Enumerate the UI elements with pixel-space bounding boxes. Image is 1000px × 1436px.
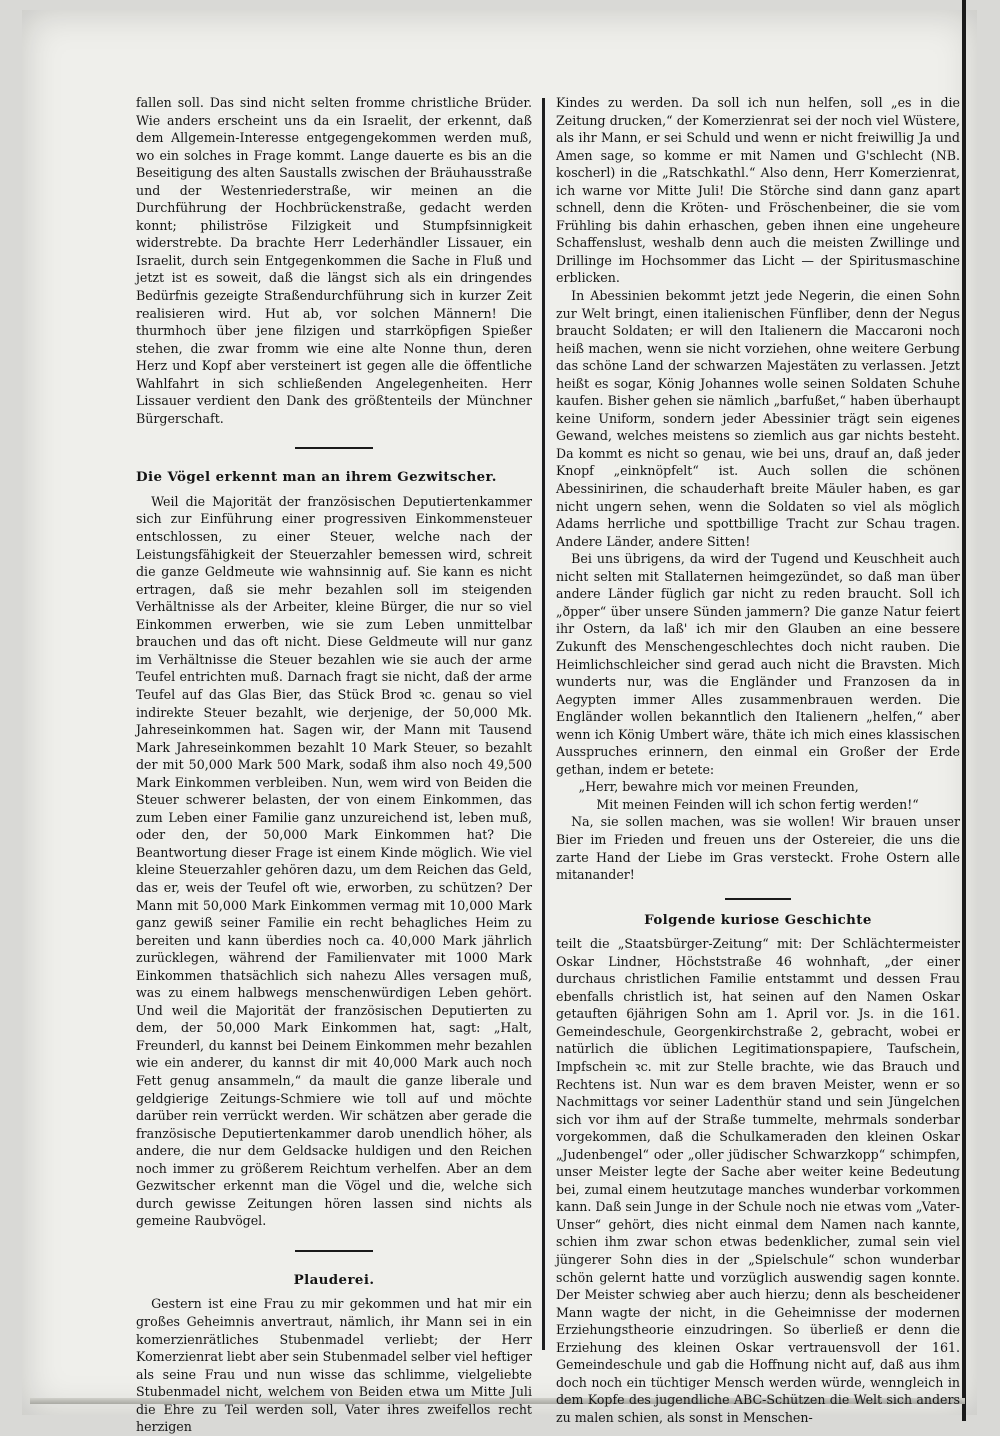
article-plauderei-heading: Plauderei.	[293, 1271, 375, 1288]
article-geschichte-text: teilt die „Staatsbürger-Zeitung“ mit: Der Schlächtermeister Oskar Lindner, Höchststraße 46 wohnhaft, „der einer durchaus christlichen Familie entstammt und dessen Frau ebenfalls christlich ist, hat seinen auf den Namen Oskar getauften 6jährigen Sohn am 1. April vor. Js. in die 161. Gemeindeschule, Georgenkirchstraße 2, gebracht, wobei er natürlich die üblichen Legitimationspapiere, Taufschein, Impfschein ꝛc. mit zur Stelle brachte, wie das Brauch und Rechtens ist. Nun war es dem braven Meister, wenn er so Nachmittags vor seiner Ladenthür stand und sein Jüngelchen sich vor ihm auf der Straße tummelte, mehrmals sonderbar vorgekommen, daß die Schulkameraden den kleinen Oskar „Judenbengel“ oder „oller jüdischer Schwarzkopp“ schimpfen, unser Meister legte der Sache aber weiter keine Bedeutung bei, zumal einem heutzutage manches wunderbar vorkommen kann. Daß sein Junge in der Schule noch nie etwas vom „Vater-Unser“ gehört, dies nicht einmal dem Namen nach kannte, schien ihm zwar schon etwas bedenklicher, zumal sein viel jüngerer Sohn dies in der „Spielschule“ schon wunderbar schön gelernt hatte und vorzüglich auswendig sagen konnte. Der Meister schwieg aber auch hierzu; denn als bescheidener Mann wagte der nicht, in die Geheimnisse der modernen Erziehungstheorie einzudringen. So überließ er denn die Erziehung des kleinen Oskar vertrauensvoll der 161. Gemeindeschule und gab die Hoffnung nicht auf, daß aus ihm doch noch ein tüchtiger Mensch werden würde, wenngleich in dem Kopfe des jugendliche ABC-Schützen die Welt sich anders zu malen schien, als sonst in Menschen-	[556, 936, 960, 1425]
page-edge-shadow	[962, 0, 966, 1421]
section-divider	[725, 898, 791, 900]
plauderei-continued-text: Kindes zu werden. Da soll ich nun helfen, soll „es in die Zeitung drucken,“ der Komerzienrat sei der noch viel Wüstere, als ihr Mann, er sei Schuld und wenn er nicht freiwillig Ja und Amen sage, so komme er mit Namen und G'schlecht (NB. koscherl) in die „Ratschkathl.“ Also denn, Herr Komerzienrat, ich warne vor Mitte Juli! Die Störche sind dann ganz apart schnell, denn die Kröten- und Fröschenbeiner, die sie vom Frühling bis dahin erhaschen, geben ihnen eine ungeheure Schaffenslust, weshalb denn auch die meisten Zwillinge und Drillinge im Hochsommer das Licht — der Spiritusmaschine erblicken.	[556, 95, 960, 286]
right-column	[556, 94, 960, 1426]
article-lissauer-text: fallen soll. Das sind nicht selten fromme christliche Brüder. Wie anders erscheint uns da ein Israelit, der erkennt, daß dem Allgemein-Interesse entgegengekommen werden muß, wo ein solches in Frage kommt. Lange dauerte es bis an die Beseitigung des alten Saustalls zwischen der Bräuhausstraße und der Westenriederstraße, wir meinen an die Durchführung der Hochbrückenstraße, gedacht werden konnt; philiströse Filzigkeit und Stumpfsinnigkeit widerstrebte. Da brachte Herr Lederhändler Lissauer, ein Israelit, durch sein Entgegenkommen die Sache in Fluß und jetzt ist es soweit, daß die längst sich als ein dringendes Bedürfnis gezeigte Straßendurchführung sich in kurzer Zeit realisieren wird. Hut ab, vor solchen Männern! Die thurmhoch über jene filzigen und starrköpfigen Spießer stehen, die zwar fromm wie eine alte Nonne thun, deren Herz und Kopf aber versteinert ist gegen alle die öffentliche Wahlfahrt in sich schließenden Angelegenheiten. Herr Lissauer verdient den Dank des größtenteils der Münchner Bürgerschaft.	[136, 95, 532, 426]
section-divider	[295, 1250, 373, 1252]
column-rule	[542, 98, 545, 1350]
plauderei-ostern-text: Bei uns übrigens, da wird der Tugend und Keuschheit auch nicht selten mit Stallaternen heimgezündet, so daß man über andere Länder füglich gar nicht zu reden braucht. Soll ich „ðpper“ über unsere Sünden jammern? Die ganze Natur feiert ihr Ostern, da laß' ich mir den Glauben an eine bessere Zukunft des Menschengeschlechtes doch nicht rauben. Die Heimlichschleicher sind gerad auch nicht die Bravsten. Mich wunderts nur, was die Engländer und Franzosen da in Aegypten immer Alles zusammenbrauen werden. Die Engländer wollen bekanntlich den Italienern „helfen,“ aber wenn ich König Umbert wäre, thäte ich mich eines klassischen Ausspruches erinnern, den einmal ein Großer der Erde gethan, indem er betete:	[556, 551, 960, 777]
plauderei-closing-text: Na, sie sollen machen, was sie wollen! Wir brauen unser Bier im Frieden und freuen uns der Ostereier, die uns die zarte Hand der Liebe im Gras versteckt. Frohe Ostern alle mitanander!	[556, 814, 960, 883]
plauderei-abessinien-text: In Abessinien bekommt jetzt jede Negerin, die einen Sohn zur Welt bringt, einen italienischen Fünfliber, denn der Negus braucht Soldaten; er will den Italienern die Maccaroni noch heiß machen, wenn sie nicht vorziehen, ohne weitere Gerbung das schöne Land der schwarzen Majestäten zu verlassen. Jetzt heißt es sogar, König Johannes wolle seinen Soldaten Schuhe kaufen. Bisher gehen sie nämlich „barfußet,“ haben überhaupt keine Uniform, sondern jeder Abessinier trägt sein eigenes Gewand, welches meistens so ziemlich aus gar nichts besteht. Da kommt es nicht so genau, wie bei uns, drauf an, daß jeder Knopf „einknöpfelt“ ist. Auch sollen die schönen Abessinirinen, die schauderhaft breite Mäuler haben, es gar nicht ungern sehen, wenn die Soldaten so viel als möglich Adams herrliche und spottbillige Tracht zur Schau tragen. Andere Länder, andere Sitten!	[556, 288, 960, 549]
article-geschichte-heading: Folgende kuriose Geschichte	[644, 911, 872, 928]
left-column	[136, 94, 532, 1436]
article-plauderei-text: Gestern ist eine Frau zu mir gekommen und hat mir ein großes Geheimnis anvertraut, nämlich, ihr Mann sei in ein komerzienrätliches Stubenmadel verliebt; der Herr Komerzienrat liebt aber sein Stubenmadel selber viel heftiger als seine Frau und nun wisse das schlimme, vielgeliebte Stubenmadel nicht, welchem von Beiden etwa um Mitte Juli die Ehre zu Teil werden soll, Vater ihres zweifellos recht herzigen	[136, 1296, 533, 1435]
article-voegel-heading: Die Vögel erkennt man an ihrem Gezwitscher.	[136, 469, 497, 486]
quote-line-1: „Herr, bewahre mich vor meinen Freunden,	[578, 779, 859, 795]
article-voegel-text: Weil die Majorität der französischen Deputiertenkammer sich zur Einführung einer progressiven Einkommensteuer entschlossen, zu einer Steuer, welche nach der Leistungsfähigkeit der Steuerzahler bemessen wird, schreit die ganze Geldmeute wie wahnsinnig auf. Sie kann es nicht ertragen, daß sie mehr bezahlen soll im steigenden Verhältnisse als der Arbeiter, kleine Bürger, die nur so viel Einkommen erwerben, wie sie zum Leben unmittelbar brauchen und das oft nicht. Diese Geldmeute will nur ganz im Verhältnisse die Steuer bezahlen wie sie auch der arme Teufel entrichten muß. Darnach fragt sie nicht, daß der arme Teufel auf das Glas Bier, das Stück Brod ꝛc. genau so viel indirekte Steuer bezahlt, wie derjenige, der 50,000 Mk. Jahreseinkommen hat. Sagen wir, der Mann mit Tausend Mark Jahreseinkommen bezahlt 10 Mark Steuer, so bezahlt der mit 50,000 Mark 500 Mark, sodaß ihm also noch 49,500 Mark Einkommen verbleiben. Nun, wem wird von Beiden die Steuer schwerer belasten, der von einem Einkommen, das zum Leben einer Familie ganz unzureichend ist, leben muß, oder den, der 50,000 Mark Einkommen hat? Die Beantwortung dieser Frage ist einem Kinde möglich. Wie viel kleine Steuerzahler gehören dazu, um dem Reichen das Geld, das er, weis der Teufel oft wie, erworben, zu schützen? Der Mann mit 50,000 Mark Einkommen vermag mit 10,000 Mark ganz gewiß seiner Familie ein recht behagliches Heim zu bereiten und kann überdies noch ca. 40,000 Mark jährlich zurücklegen, während der Familienvater mit 1000 Mark Einkommen thatsächlich sich nahezu Alles versagen muß, was zu einem halbwegs menschenwürdigen Leben gehört. Und weil die Majorität der französischen Deputierten zu dem, der 50,000 Mark Einkommen hat, sagt: „Halt, Freunderl, du kannst bei Deinem Einkommen mehr bezahlen wie ein anderer, du kannst dir mit 40,000 Mark auch noch Fett genug ansammeln,“ da mault die ganze liberale und geldgierige Zeitungs-Schmiere wie toll auf und möchte darüber rein verrückt werden. Wir schätzen aber gerade die französische Deputiertenkammer darob unendlich höher, als andere, die nur dem Geldsacke huldigen und den Reichen noch immer zu größerem Reichtum verhelfen. Aber an dem Gezwitscher erkennt man die Vögel und die, welche sich durch gewisse Zeitungen hören lassen sind nichts als gemeine Raubvögel.	[136, 493, 532, 1229]
section-divider	[295, 447, 373, 449]
quote-line-2: Mit meinen Feinden will ich schon fertig werden!“	[596, 796, 919, 812]
